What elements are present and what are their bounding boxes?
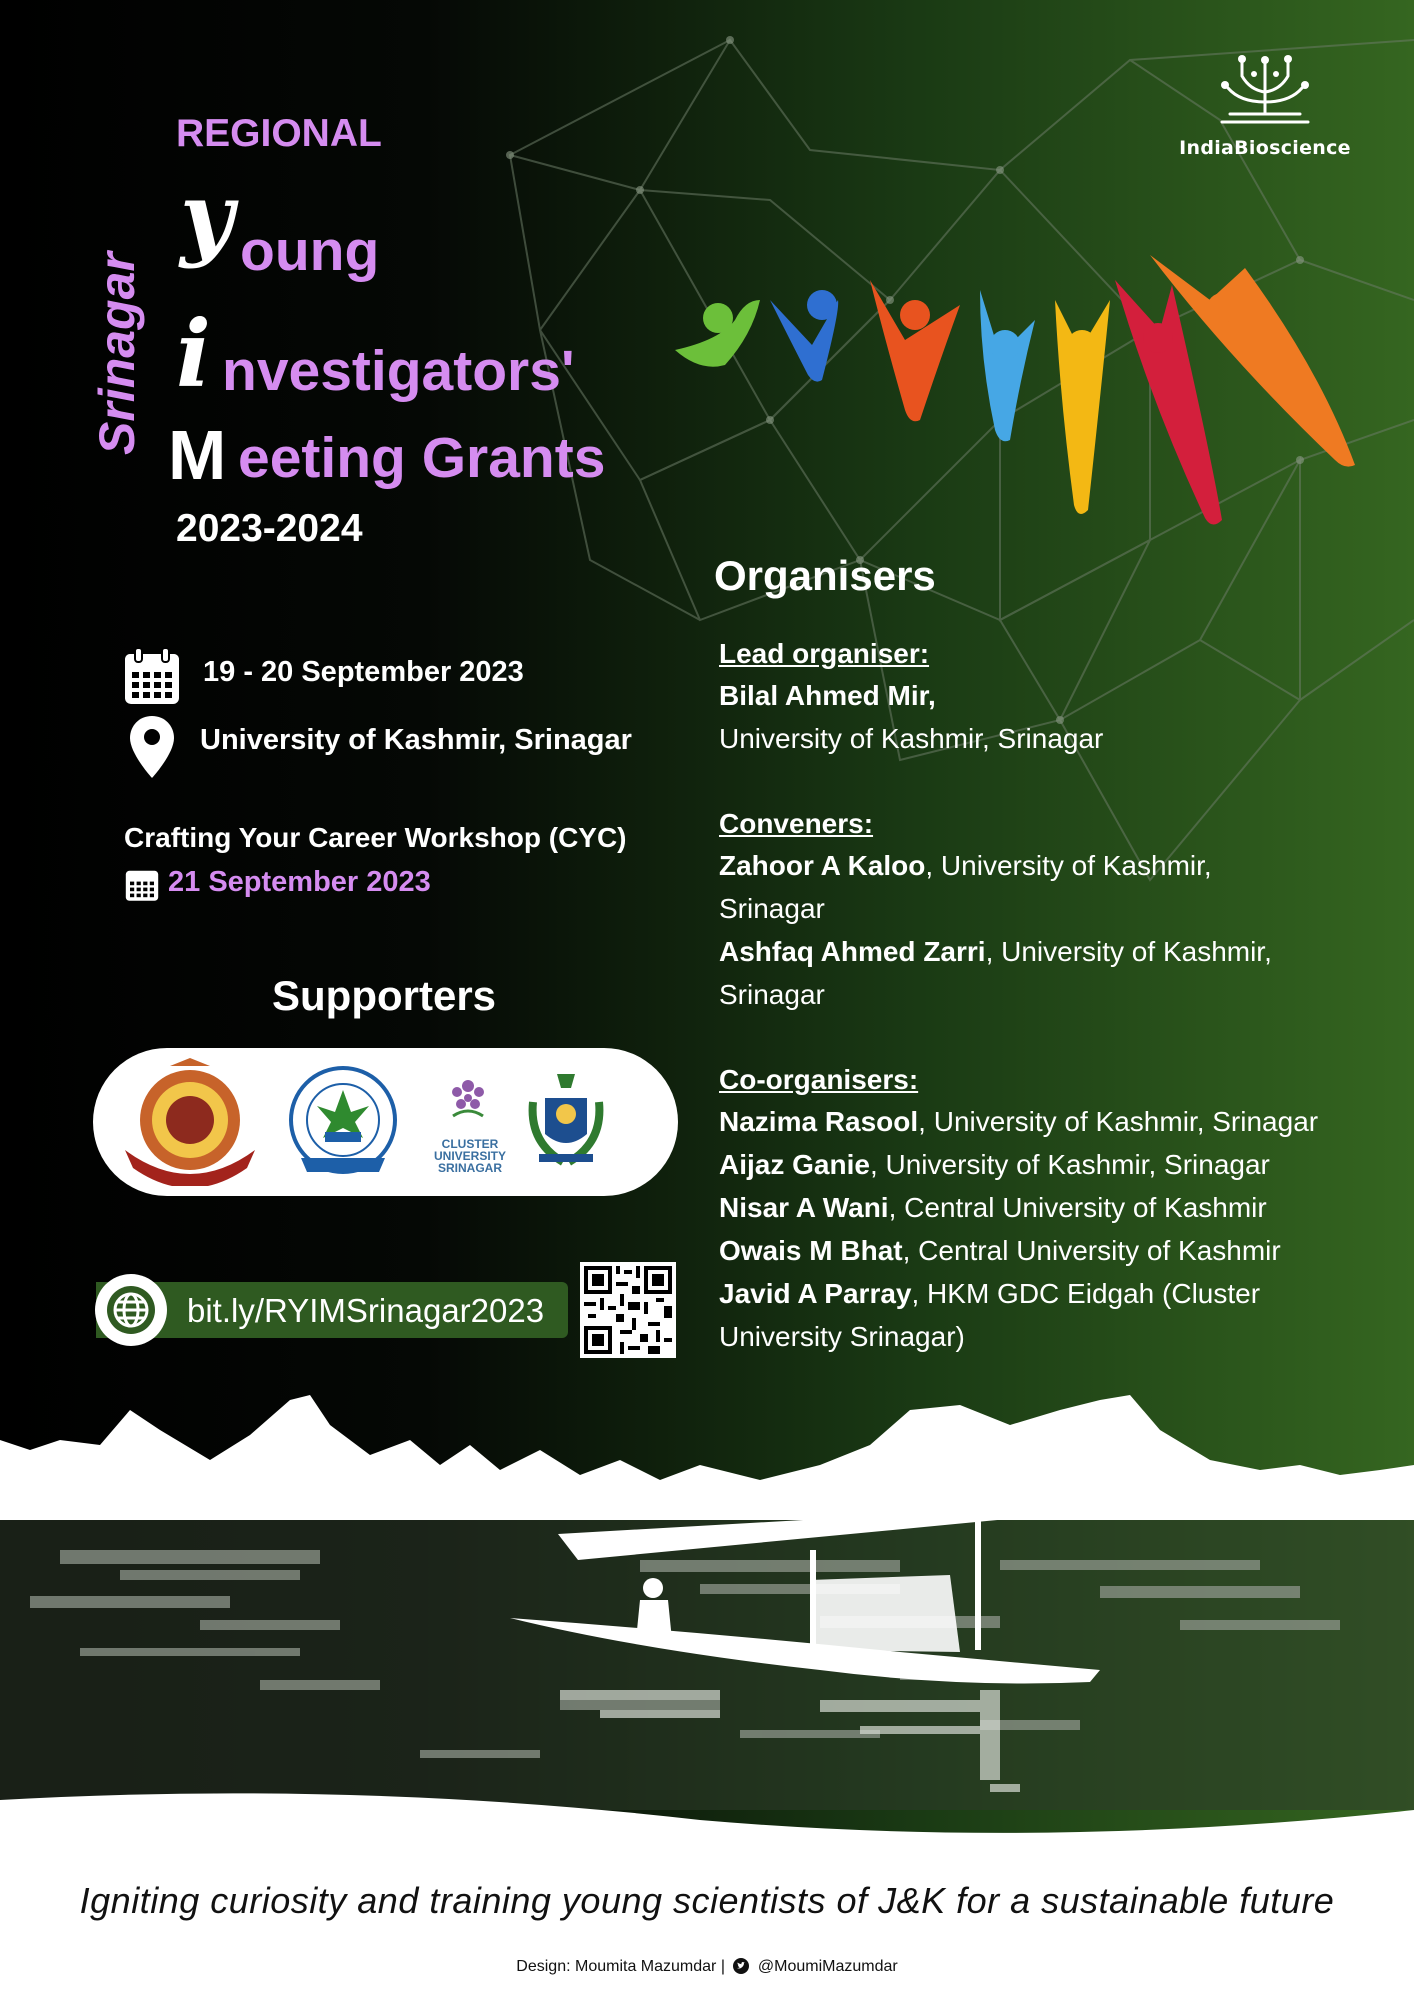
coorganiser-entry [719, 1144, 1270, 1186]
logo-text: IndiaBioscience [1179, 137, 1351, 159]
location-pin-icon [128, 714, 176, 780]
coorganiser-affiliation-cont: University Srinagar) [719, 1321, 965, 1352]
title-meeting-initial: M [168, 416, 227, 494]
government-college-emblem-icon [523, 1062, 609, 1172]
coorganiser-affiliation: , University of Kashmir, Srinagar [918, 1106, 1319, 1137]
coorganiser-affiliation: , HKM GDC Eidgah (Cluster [911, 1278, 1261, 1309]
coorganisers-label: Co-organisers: [719, 1064, 919, 1095]
convener-affiliation-cont: Srinagar [719, 893, 825, 924]
lead-organiser-affiliation: University of Kashmir, Srinagar [719, 723, 1104, 754]
workshop-title: Crafting Your Career Workshop (CYC) [124, 822, 627, 853]
coorganiser-name: Owais M Bhat [719, 1235, 903, 1266]
organisers-heading: Organisers [714, 552, 936, 599]
credits [0, 1958, 1414, 1976]
coorganiser-entry [719, 1187, 1267, 1229]
indiabioscience-logo [1170, 52, 1360, 159]
title-meeting-grants: eeting Grants [238, 426, 606, 490]
convener-name: Zahoor A Kaloo [719, 850, 926, 881]
coorganiser-affiliation: , University of Kashmir, Srinagar [869, 1149, 1270, 1180]
coorganiser-name: Aijaz Ganie [719, 1149, 870, 1180]
tagline: Igniting curiosity and training young scientists of J&K for a sustainable future [79, 1880, 1335, 1921]
lead-organiser-label: Lead organiser: [719, 638, 930, 669]
qr-code[interactable] [580, 1262, 676, 1358]
coorganiser-affiliation: , Central University of Kashmir [902, 1235, 1281, 1266]
coorganiser-name: Nazima Rasool [719, 1106, 919, 1137]
convener-entry [719, 931, 1272, 973]
title-regional: REGIONAL [176, 112, 382, 155]
coorganiser-name: Nisar A Wani [719, 1192, 889, 1223]
calendar-small-icon [124, 866, 160, 902]
coorganiser-name: Javid A Parray [719, 1278, 912, 1309]
twitter-icon [733, 1958, 749, 1974]
title-city: Srinagar [89, 252, 145, 455]
coorganiser-entry [719, 1101, 1318, 1143]
title-investigators-initial: i [176, 300, 211, 408]
globe-icon [95, 1274, 167, 1346]
title-young-initial: y [180, 162, 234, 270]
cluster-university-emblem-icon [433, 1070, 503, 1130]
convener-name: Ashfaq Ahmed Zarri [719, 936, 986, 967]
university-of-kashmir-seal-icon [115, 1058, 265, 1186]
convener-entry [719, 845, 1212, 887]
coorganiser-entry [719, 1273, 1260, 1315]
cluster-university-label: CLUSTER UNIVERSITY SRINAGAR [433, 1137, 506, 1175]
supporters-heading: Supporters [272, 972, 497, 1019]
tree-icon [1210, 52, 1320, 128]
convener-affiliation-cont: Srinagar [719, 979, 825, 1010]
title-investigators: nvestigators' [222, 339, 575, 403]
workshop-date: 21 September 2023 [168, 866, 431, 898]
event-date: 19 - 20 September 2023 [203, 656, 524, 688]
globe-badge [95, 1274, 167, 1346]
title-young: oung [240, 219, 380, 283]
design-credit: Design: Moumita Mazumdar | [516, 1958, 725, 1975]
convener-affiliation: , University of Kashmir, [985, 936, 1272, 967]
twitter-handle[interactable]: @MoumiMazumdar [757, 1958, 898, 1975]
lead-organiser-name: Bilal Ahmed Mir, [719, 680, 936, 711]
title-years: 2023-2024 [176, 507, 363, 550]
coorganiser-entry [719, 1230, 1281, 1272]
coorganiser-affiliation: , Central University of Kashmir [888, 1192, 1267, 1223]
central-university-of-kashmir-seal-icon [283, 1062, 403, 1182]
supporters-logos-panel [93, 1048, 678, 1196]
event-link[interactable]: bit.ly/RYIMSrinagar2023 [187, 1292, 545, 1329]
conveners-label: Conveners: [719, 808, 874, 839]
convener-affiliation: , University of Kashmir, [925, 850, 1212, 881]
calendar-icon [122, 646, 182, 706]
event-venue: University of Kashmir, Srinagar [200, 724, 632, 756]
